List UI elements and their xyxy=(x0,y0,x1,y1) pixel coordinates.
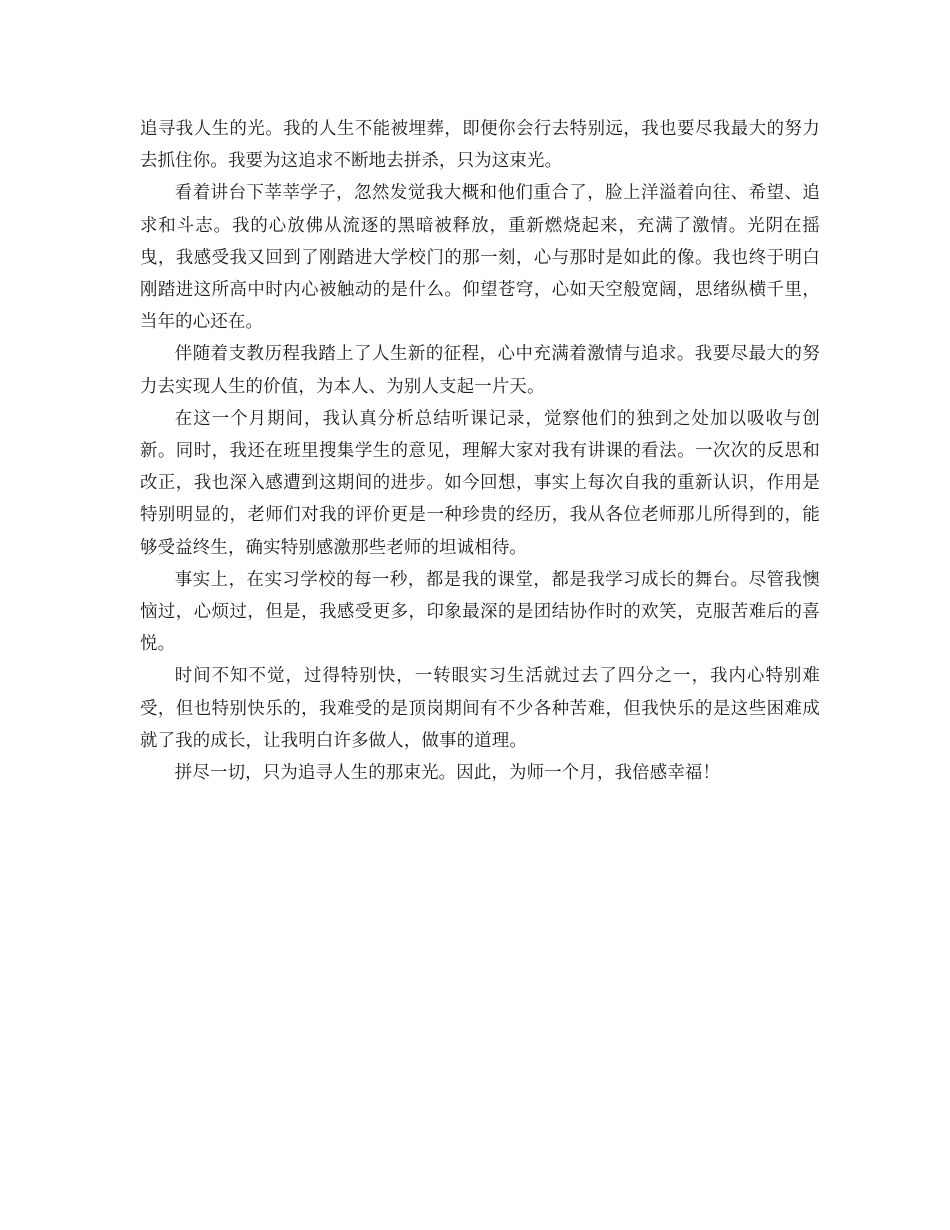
paragraph-5: 事实上，在实习学校的每一秒，都是我的课堂，都是我学习成长的舞台。尽管我懊恼过，心烦过，但是，我感受更多，印象最深的是团结协作时的欢笑，克服苦难后的喜悦。 xyxy=(140,569,820,655)
paragraph-1: 追寻我人生的光。我的人生不能被埋葬，即便你会行去特别远，我也要尽我最大的努力去抓住你。我要为这追求不断地去拼杀，只为这束光。 xyxy=(140,119,820,172)
paragraph-4: 在这一个月期间，我认真分析总结听课记录，觉察他们的独到之处加以吸收与创新。同时，我还在班里搜集学生的意见，理解大家对我有讲课的看法。一次次的反思和改正，我也深入感遭到这期间的进步。如今回想，事实上每次自我的重新认识，作用是特别明显的，老师们对我的评价更是一种珍贵的经历，我从各位老师那儿所得到的，能够受益终生，确实特别感激那些老师的坦诚相待。 xyxy=(140,408,820,558)
paragraph-6: 时间不知不觉，过得特别快，一转眼实习生活就过去了四分之一，我内心特别难受，但也特别快乐的，我难受的是顶岗期间有不少各种苦难，但我快乐的是这些困难成就了我的成长，让我明白许多做人，做事的道理。 xyxy=(140,666,820,751)
paragraph-3: 伴随着支教历程我踏上了人生新的征程，心中充满着激情与追求。我要尽最大的努力去实现人生的价值，为本人、为别人支起一片天。 xyxy=(140,344,820,397)
paragraph-7: 拼尽一切，只为追寻人生的那束光。因此，为师一个月，我倍感幸福！ xyxy=(174,763,721,784)
paragraph-2: 看着讲台下莘莘学子，忽然发觉我大概和他们重合了，脸上洋溢着向往、希望、追求和斗志。我的心放佛从流逐的黑暗被释放，重新燃烧起来，充满了激情。光阴在摇曳，我感受我又回到了刚踏进大学校门的那一刻，心与那时是如此的像。我也终于明白刚踏进这所高中时内心被触动的是什么。仰望苍穹，心如天空般宽阔，思绪纵横千里，当年的心还在。 xyxy=(140,183,820,333)
document-body xyxy=(140,113,820,789)
